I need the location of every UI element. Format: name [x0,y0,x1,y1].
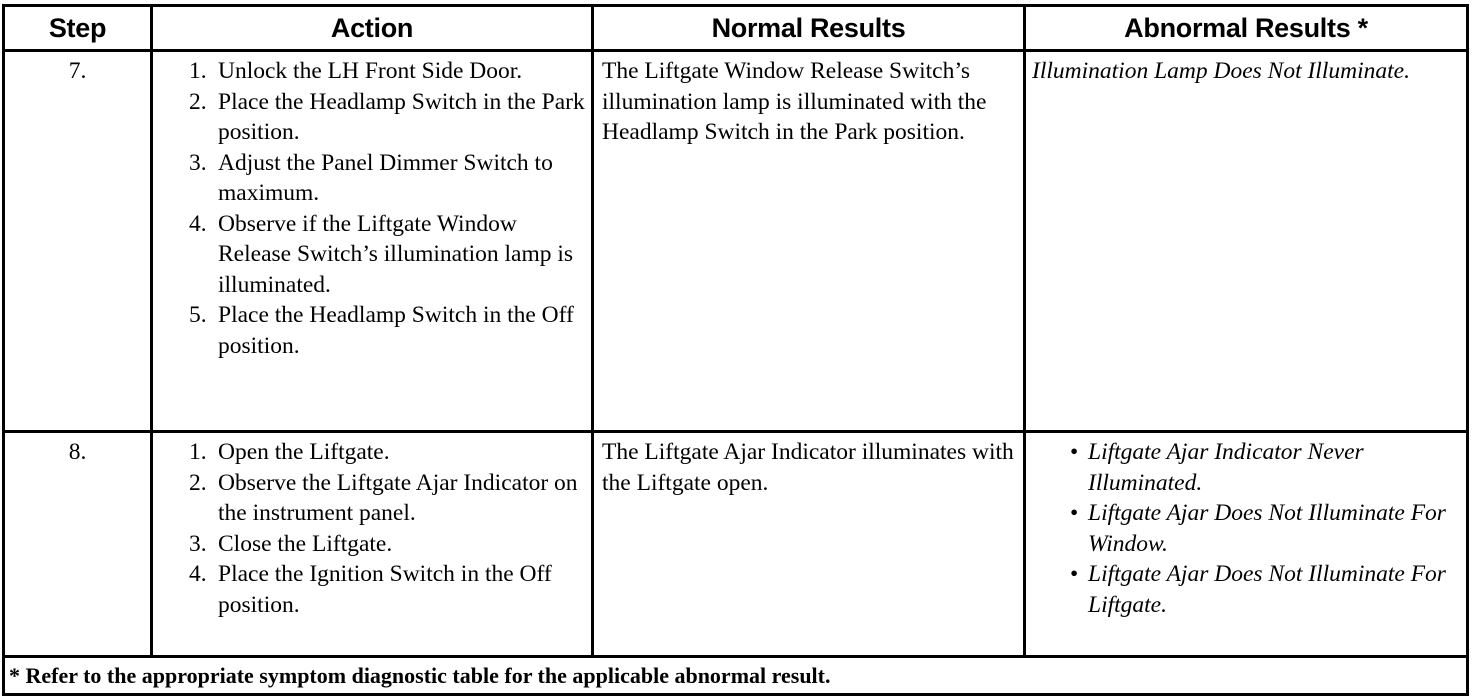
bullet-icon: • [1070,439,1079,465]
step-number: 7. [4,51,152,432]
abnormal-result: Illumination Lamp Does Not Illuminate. [1025,51,1468,432]
action-item: 3. Adjust the Panel Dimmer Switch to maximum. [189,149,553,206]
action-list [153,437,591,620]
normal-result: The Liftgate Window Release Switch’s illumination lamp is illuminated with the Headlamp Switch in the Park position. [593,51,1025,432]
bullet-icon: • [1070,500,1079,526]
abnormal-item: • Liftgate Ajar Does Not Illuminate For Liftgate. [1070,561,1446,618]
diagnostic-table [2,4,1469,696]
header-normal-results: Normal Results [593,6,1025,51]
header-row [4,6,1468,51]
action-item: 1. Open the Liftgate. [189,439,390,465]
action-item: 2. Observe the Liftgate Ajar Indicator on the instrument panel. [189,469,578,526]
action-item: 3. Close the Liftgate. [189,530,393,557]
header-abnormal-results: Abnormal Results * [1025,6,1468,51]
table-row [4,51,1468,432]
abnormal-result [1025,432,1468,657]
action-cell [152,51,593,432]
bullet-icon: • [1070,561,1079,587]
footer-row [4,657,1468,695]
action-item: 2. Place the Headlamp Switch in the Park position. [189,88,585,145]
table-row [4,432,1468,657]
normal-result: The Liftgate Ajar Indicator illuminates with the Liftgate open. [593,432,1025,657]
action-item: 4. Observe if the Liftgate Window Release Switch’s illumination lamp is illuminated. [189,210,574,298]
action-list [153,56,591,361]
footer-note: * Refer to the appropriate symptom diagnostic table for the applicable abnormal result. [4,657,1468,695]
action-item: 5. Place the Headlamp Switch in the Off position. [189,302,574,359]
abnormal-list [1026,437,1466,620]
header-step: Step [4,6,152,51]
abnormal-item: • Liftgate Ajar Does Not Illuminate For Window. [1070,500,1446,557]
header-action: Action [152,6,593,51]
step-number: 8. [4,432,152,657]
action-cell [152,432,593,657]
action-item: 4. Place the Ignition Switch in the Off position. [189,561,552,618]
action-item: 1. Unlock the LH Front Side Door. [189,58,523,84]
abnormal-item: • Liftgate Ajar Indicator Never Illuminated. [1070,439,1364,496]
